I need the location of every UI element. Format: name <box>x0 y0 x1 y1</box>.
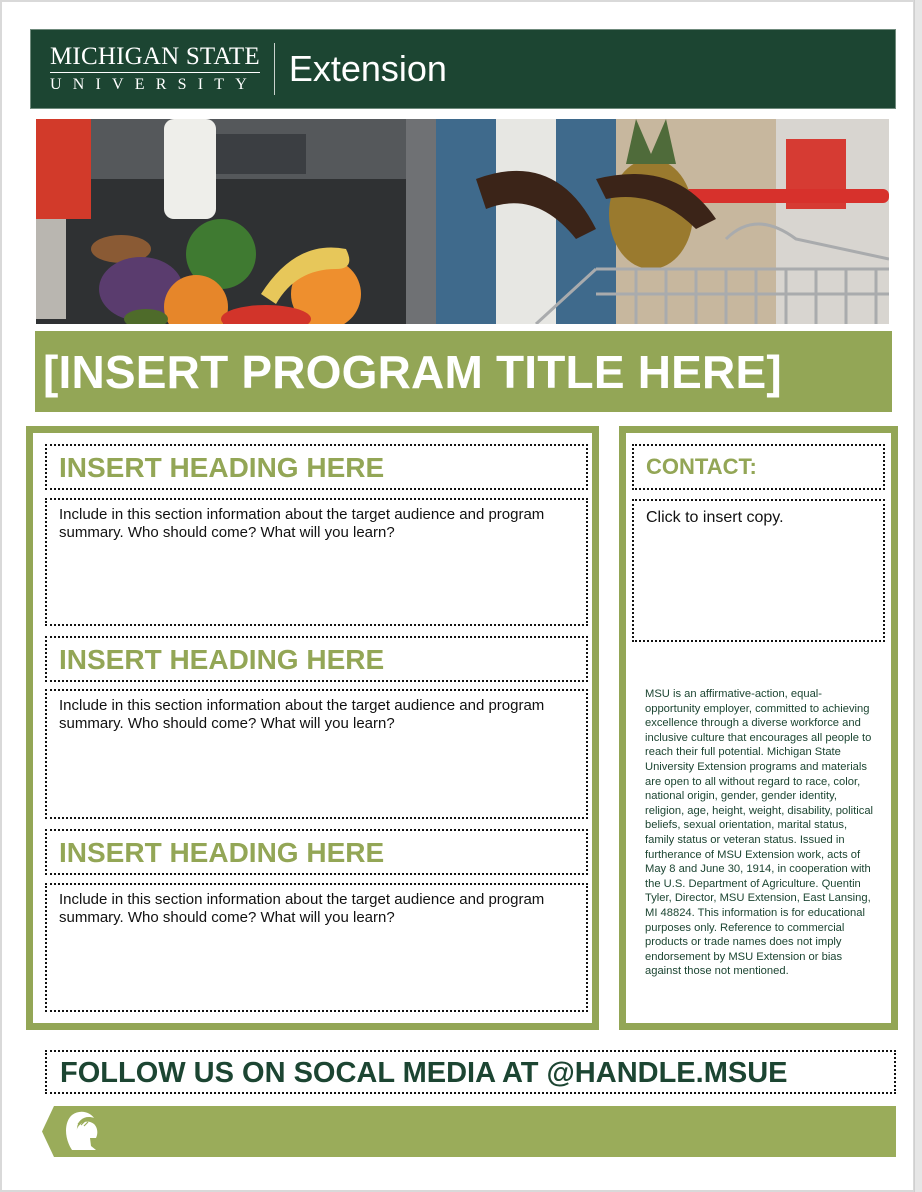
grocery-photo-illustration <box>36 119 889 324</box>
msu-wordmark <box>50 44 260 95</box>
vertical-scrollbar[interactable] <box>914 0 922 1192</box>
section-3-heading: INSERT HEADING HERE <box>59 837 385 868</box>
social-media-box[interactable] <box>45 1050 896 1094</box>
contact-body: Click to insert copy. <box>646 509 784 526</box>
social-media-text: FOLLOW US ON SOCAL MEDIA AT @HANDLE.MSUE <box>60 1057 788 1089</box>
msu-extension-header <box>30 29 896 109</box>
nondiscrimination-disclaimer: MSU is an affirmative-action, equal-opportunity employer, committed to achieving excellence through a diverse workforce and inclusive culture that encourages all people to reach their full potential. Michigan State University Extension programs and materials are open to all without regard to race, color, national origin, gender, gender identity, religion, age, height, weight, disability, political beliefs, sexual orientation, marital status, family status or veteran status. Issued in furtherance of MSU Extension work, acts of May 8 and June 30, 1914, in cooperation with the U.S. Department of Agriculture. Quentin Tyler, Director, MSU Extension, East Lansing, MI 48824. This information is for educational purposes only. Reference to commercial products or trade names does not imply endorsement by MSU Extension or bias against those not mentioned. <box>645 688 874 978</box>
header-divider <box>274 43 275 95</box>
footer-banner-shape <box>42 1106 896 1157</box>
section-2-heading-box[interactable] <box>45 636 588 682</box>
footer-bar <box>42 1106 896 1157</box>
section-1-body: Include in this section information about the target audience and program summary. Who should come? What will you learn? <box>59 506 545 541</box>
program-title[interactable]: [INSERT PROGRAM TITLE HERE] <box>43 345 782 398</box>
msu-wordmark-line1: MICHIGAN STATE <box>50 44 260 73</box>
extension-label: Extension <box>288 48 447 89</box>
program-details-panel <box>26 426 599 1030</box>
msu-wordmark-line2: UNIVERSITY <box>50 75 258 93</box>
section-2-body: Include in this section information about the target audience and program summary. Who should come? What will you learn? <box>59 697 545 732</box>
contact-panel <box>619 426 898 1030</box>
program-title-bar <box>35 331 892 412</box>
contact-body-box[interactable] <box>632 499 885 642</box>
section-3-heading-box[interactable] <box>45 829 588 875</box>
section-3-body-box[interactable] <box>45 883 588 1012</box>
contact-heading: CONTACT: <box>646 454 757 479</box>
section-1-heading-box[interactable] <box>45 444 588 490</box>
hero-photo[interactable] <box>36 119 889 324</box>
contact-heading-box[interactable] <box>632 444 885 490</box>
section-2-body-box[interactable] <box>45 689 588 819</box>
section-3-body: Include in this section information about the target audience and program summary. Who should come? What will you learn? <box>59 891 545 926</box>
section-1-heading: INSERT HEADING HERE <box>59 452 385 483</box>
section-1-body-box[interactable] <box>45 498 588 626</box>
section-2-heading: INSERT HEADING HERE <box>59 644 385 675</box>
